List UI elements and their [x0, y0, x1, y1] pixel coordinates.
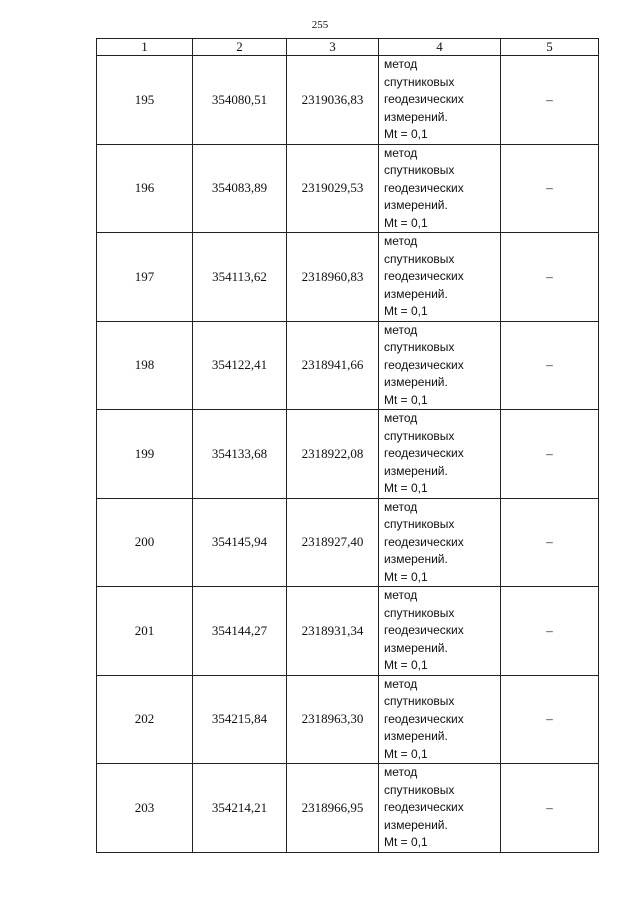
- method-line: геодезических: [384, 711, 464, 726]
- method-cell: [379, 498, 501, 587]
- method-line: спутниковых: [384, 782, 455, 797]
- method-line: Mt = 0,1: [384, 569, 428, 584]
- method-line: измерений.: [384, 729, 448, 743]
- method-line: измерений.: [384, 198, 448, 212]
- table-row: [97, 498, 599, 587]
- method-line: метод: [384, 322, 418, 337]
- method-line: измерений.: [384, 109, 448, 124]
- method-line: геодезических: [384, 534, 464, 549]
- method-cell: [379, 675, 501, 764]
- point-number-cell: 195: [97, 56, 193, 145]
- method-line: Mt = 0,1: [384, 215, 428, 230]
- table-body: [97, 56, 599, 853]
- y-coordinate-cell: 2318963,30: [287, 675, 379, 764]
- header-cell-2: 2: [193, 39, 287, 56]
- method-line: спутниковых: [384, 428, 455, 443]
- y-coordinate-cell: 2318960,83: [287, 233, 379, 322]
- y-coordinate-cell: 2318966,95: [287, 764, 379, 853]
- note-cell: –: [501, 675, 599, 764]
- point-number-cell: 201: [97, 587, 193, 676]
- y-coordinate-cell: 2318927,40: [287, 498, 379, 587]
- note-cell: –: [501, 764, 599, 853]
- page-number: 255: [311, 19, 329, 31]
- method-line: Mt = 0,1: [384, 658, 428, 672]
- note-cell: –: [501, 587, 599, 676]
- header-cell-1: 1: [97, 39, 193, 56]
- method-line: метод: [384, 676, 418, 691]
- y-coordinate-cell: 2319036,83: [287, 56, 379, 145]
- note-cell: –: [501, 410, 599, 499]
- method-cell: [379, 410, 501, 499]
- method-line: метод: [384, 57, 418, 71]
- method-line: геодезических: [384, 623, 464, 637]
- method-line: метод: [384, 588, 418, 602]
- method-line: измерений.: [384, 640, 448, 655]
- point-number-cell: 197: [97, 233, 193, 322]
- y-coordinate-cell: 2318922,08: [287, 410, 379, 499]
- method-cell: [379, 587, 501, 676]
- method-line: метод: [384, 411, 418, 425]
- method-line: геодезических: [384, 269, 464, 283]
- method-line: метод: [384, 499, 418, 514]
- header-cell-3: 3: [287, 39, 379, 56]
- method-line: спутниковых: [384, 163, 455, 177]
- note-cell: –: [501, 321, 599, 410]
- method-cell: [379, 144, 501, 233]
- method-line: геодезических: [384, 800, 464, 814]
- method-line: спутниковых: [384, 340, 455, 354]
- method-cell: [379, 321, 501, 410]
- x-coordinate-cell: 354145,94: [193, 498, 287, 587]
- method-line: Mt = 0,1: [384, 392, 428, 407]
- note-cell: –: [501, 498, 599, 587]
- method-line: геодезических: [384, 357, 464, 372]
- method-cell: [379, 233, 501, 322]
- table-row: [97, 410, 599, 499]
- x-coordinate-cell: 354215,84: [193, 675, 287, 764]
- method-line: геодезических: [384, 180, 464, 195]
- method-line: Mt = 0,1: [384, 835, 428, 849]
- method-line: спутниковых: [384, 251, 455, 266]
- point-number-cell: 199: [97, 410, 193, 499]
- note-cell: –: [501, 56, 599, 145]
- point-number-cell: 202: [97, 675, 193, 764]
- note-cell: –: [501, 144, 599, 233]
- x-coordinate-cell: 354083,89: [193, 144, 287, 233]
- method-line: измерений.: [384, 552, 448, 566]
- note-cell: –: [501, 233, 599, 322]
- table-row: [97, 587, 599, 676]
- method-line: Mt = 0,1: [384, 481, 428, 495]
- method-cell: [379, 764, 501, 853]
- header-cell-5: 5: [501, 39, 599, 56]
- method-line: измерений.: [384, 817, 448, 832]
- y-coordinate-cell: 2319029,53: [287, 144, 379, 233]
- method-line: спутниковых: [384, 517, 455, 531]
- method-line: измерений.: [384, 375, 448, 389]
- method-line: геодезических: [384, 446, 464, 460]
- method-line: измерений.: [384, 463, 448, 478]
- point-number-cell: 200: [97, 498, 193, 587]
- x-coordinate-cell: 354214,21: [193, 764, 287, 853]
- method-line: Mt = 0,1: [384, 127, 428, 141]
- method-line: спутниковых: [384, 694, 455, 708]
- method-line: геодезических: [384, 92, 464, 106]
- table-row: [97, 764, 599, 853]
- table-row: [97, 233, 599, 322]
- header-row: [97, 39, 599, 56]
- x-coordinate-cell: 354113,62: [193, 233, 287, 322]
- method-line: метод: [384, 234, 418, 248]
- table-row: [97, 321, 599, 410]
- point-number-cell: 198: [97, 321, 193, 410]
- header-cell-4: 4: [379, 39, 501, 56]
- point-number-cell: 203: [97, 764, 193, 853]
- method-line: Mt = 0,1: [384, 746, 428, 761]
- point-number-cell: 196: [97, 144, 193, 233]
- y-coordinate-cell: 2318941,66: [287, 321, 379, 410]
- x-coordinate-cell: 354144,27: [193, 587, 287, 676]
- y-coordinate-cell: 2318931,34: [287, 587, 379, 676]
- method-line: метод: [384, 765, 418, 779]
- method-line: спутниковых: [384, 74, 455, 89]
- method-line: спутниковых: [384, 605, 455, 620]
- method-cell: [379, 56, 501, 145]
- table-row: [97, 56, 599, 145]
- table-row: [97, 144, 599, 233]
- coordinates-table: [96, 38, 599, 853]
- method-line: измерений.: [384, 286, 448, 301]
- x-coordinate-cell: 354133,68: [193, 410, 287, 499]
- table-row: [97, 675, 599, 764]
- x-coordinate-cell: 354080,51: [193, 56, 287, 145]
- x-coordinate-cell: 354122,41: [193, 321, 287, 410]
- method-line: метод: [384, 145, 418, 160]
- method-line: Mt = 0,1: [384, 304, 428, 318]
